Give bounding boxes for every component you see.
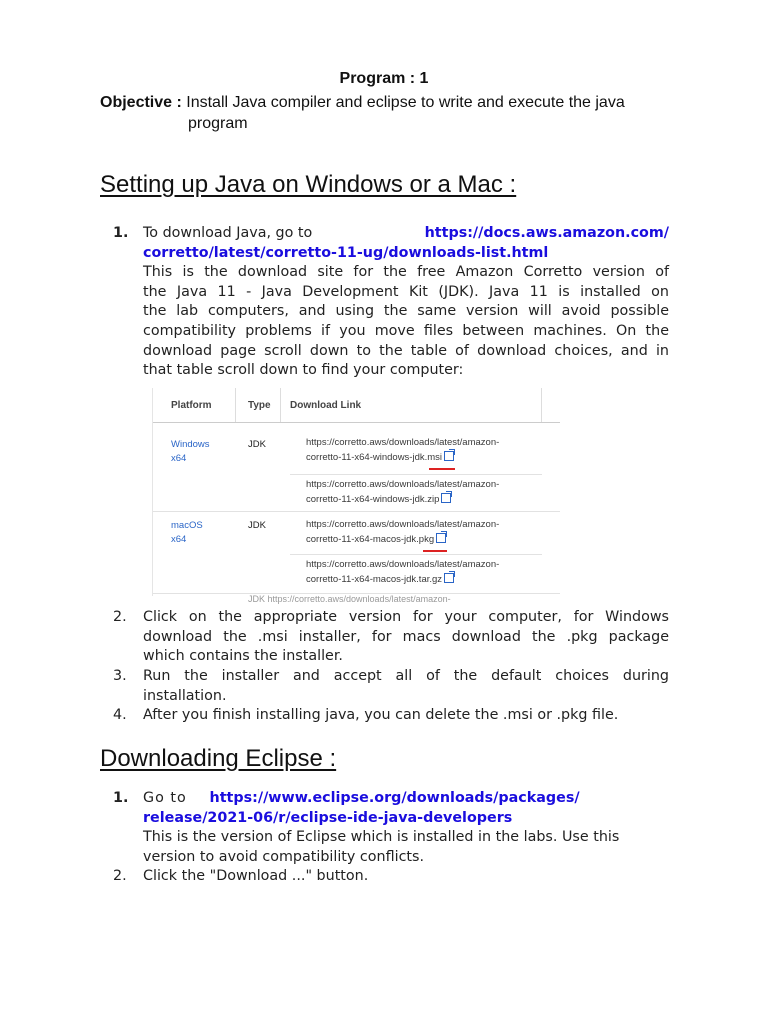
step-text-line: the Java 11 - Java Development Kit (JDK). Java 11 is installed on [143, 283, 669, 300]
step-text-line: This is the version of Eclipse which is installed in the labs. Use this [143, 829, 620, 846]
download-link-windows-zip[interactable]: https://corretto.aws/downloads/latest/amazon- corretto-11-x64-windows-jdk.zip [306, 479, 500, 505]
objective-text-line2: program [188, 115, 248, 132]
step-text-line: Click the "Download ..." button. [143, 868, 369, 884]
list-number: 2. [113, 609, 127, 625]
list-item [113, 667, 669, 706]
step-text-line: download the .msi installer, for macs download the .pkg package [143, 628, 669, 645]
external-link-icon [441, 493, 451, 503]
list-item [113, 706, 669, 726]
step-text-line: Run the installer and accept all of the default choices during [143, 668, 669, 684]
objective-label: Objective : [100, 94, 182, 111]
external-link-icon [444, 451, 454, 461]
corretto-download-link[interactable]: https://docs.aws.amazon.com/ [424, 225, 669, 241]
column-header-type: Type [248, 400, 271, 411]
external-link-icon [444, 573, 454, 583]
step-text-line: the lab computers, and using the same version will avoid possible [143, 303, 669, 320]
step-text-line: which contains the installer. [143, 648, 343, 665]
platform-cell: macOS x64 [171, 520, 203, 545]
step-intro: Go to [143, 790, 187, 806]
list-item [113, 789, 669, 867]
objective-text-line1: Install Java compiler and eclipse to write and execute the java [186, 94, 625, 111]
type-cell: JDK [248, 520, 266, 531]
platform-cell: Windows x64 [171, 439, 210, 464]
step-text-line: After you finish installing java, you can delete the .msi or .pkg file. [143, 707, 619, 723]
list-number: 1. [113, 225, 129, 241]
download-link-macos-pkg[interactable]: https://corretto.aws/downloads/latest/amazon- corretto-11-x64-macos-jdk.pkg [306, 519, 500, 545]
eclipse-download-link-continued[interactable]: release/2021-06/r/eclipse-ide-java-developers [143, 809, 513, 826]
step-text-line: This is the download site for the free Amazon Corretto version of [143, 264, 669, 281]
list-number: 2. [113, 868, 127, 884]
list-item [113, 224, 669, 381]
corretto-download-link-continued[interactable]: corretto/latest/corretto-11-ug/downloads-list.html [143, 244, 549, 261]
section-heading-java-setup: Setting up Java on Windows or a Mac : [100, 171, 517, 198]
download-table [152, 388, 560, 604]
column-header-download-link: Download Link [290, 400, 362, 411]
list-item [113, 867, 669, 887]
step-text-line: Click on the appropriate version for your computer, for Windows [143, 609, 669, 625]
section-heading-eclipse: Downloading Eclipse : [100, 745, 337, 772]
list-number: 1. [113, 790, 129, 806]
table-header [153, 388, 560, 423]
step-text-line: version to avoid compatibility conflicts. [143, 848, 425, 865]
step-text-line: installation. [143, 687, 227, 704]
list-number: 3. [113, 668, 127, 684]
download-link-macos-tar[interactable]: https://corretto.aws/downloads/latest/amazon- corretto-11-x64-macos-jdk.tar.gz [306, 559, 500, 585]
step-text-line: download page scroll down to the table of download choices, and in [143, 342, 669, 359]
step-text-line: that table scroll down to find your computer: [143, 362, 464, 379]
download-link-windows-msi[interactable]: https://corretto.aws/downloads/latest/amazon- corretto-11-x64-windows-jdk.msi [306, 437, 500, 463]
column-header-platform: Platform [171, 400, 212, 411]
step-intro: To download Java, go to [143, 225, 313, 241]
list-item [113, 608, 669, 667]
red-underline [423, 550, 447, 552]
external-link-icon [436, 533, 446, 543]
red-underline [429, 468, 455, 470]
type-cell: JDK [248, 439, 266, 450]
step-text-line: compatibility problems if you move files between machines. On the [143, 322, 669, 339]
program-title: Program : 1 [339, 70, 429, 87]
eclipse-download-link[interactable]: https://www.eclipse.org/downloads/packages/ [209, 790, 580, 806]
objective [100, 92, 680, 134]
cut-off-row: JDK https://corretto.aws/downloads/latest/amazon- [248, 594, 451, 604]
list-number: 4. [113, 707, 127, 723]
